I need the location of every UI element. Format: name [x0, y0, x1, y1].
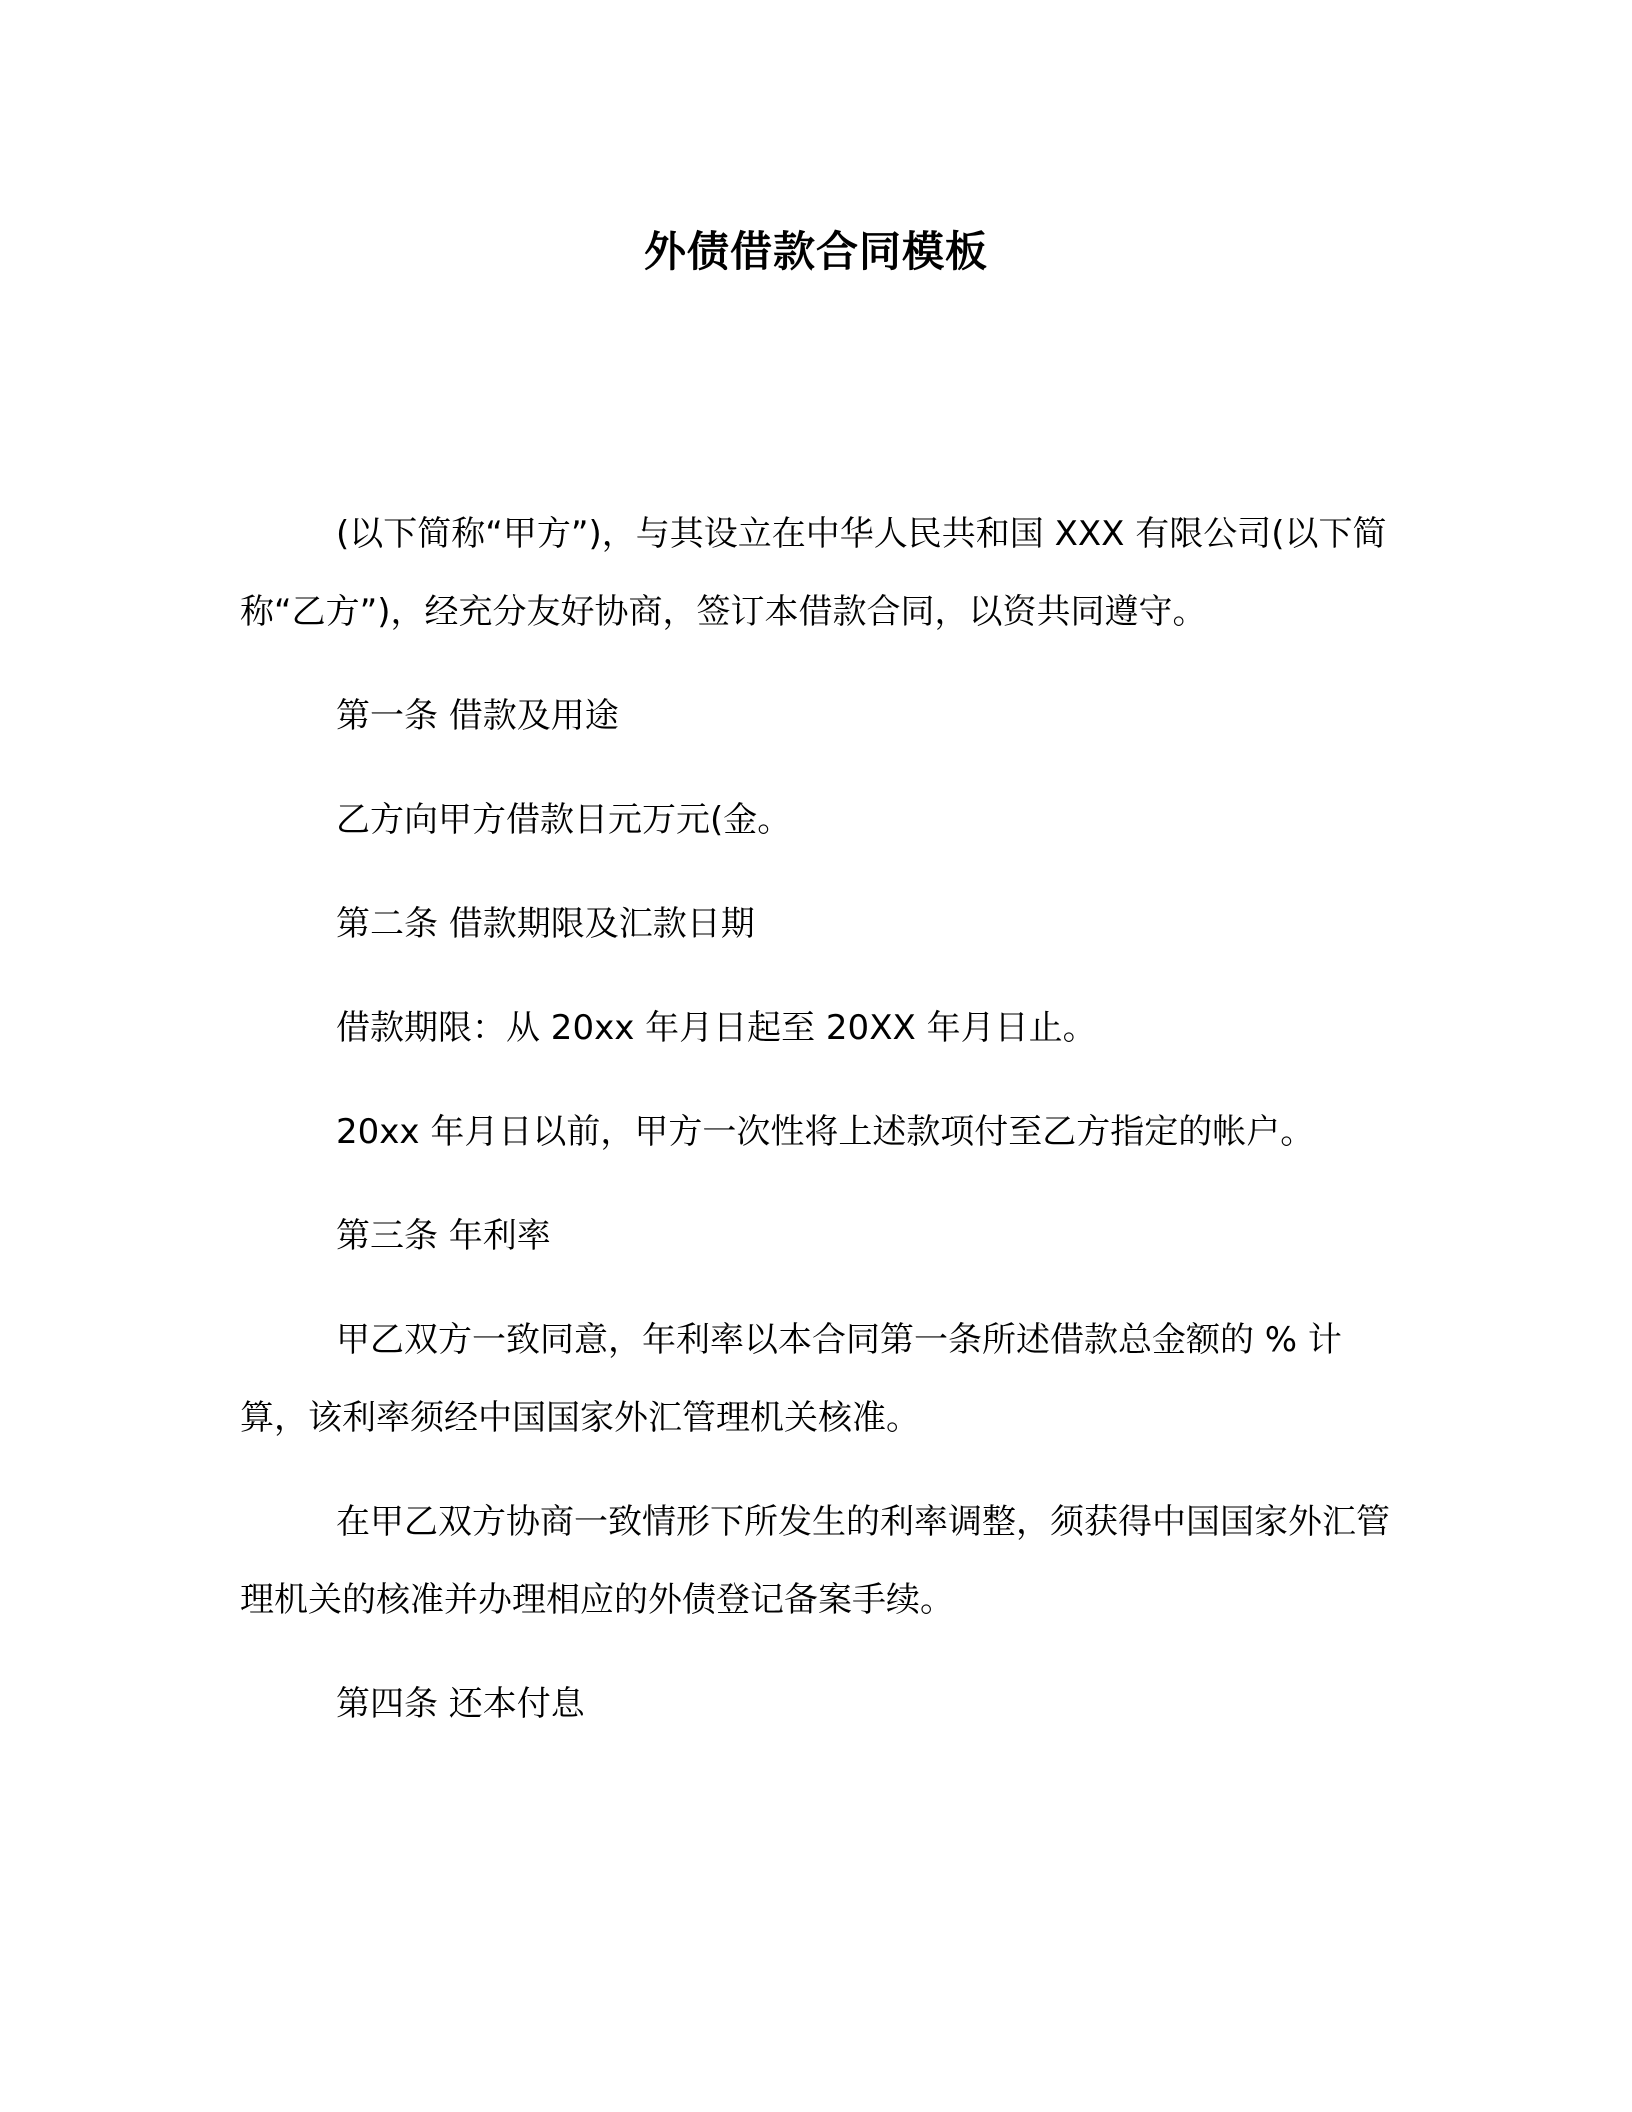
- article-3-heading: 第三条 年利率: [336, 1216, 551, 1256]
- document-body: [240, 495, 1390, 1743]
- article-3-adjustment: 在甲乙双方协商一致情形下所发生的利率调整，须获得中国国家外汇管理机关的核准并办理相应的外债登记备案手续。: [240, 1502, 1390, 1620]
- article-2-remittance: 20xx 年月日以前，甲方一次性将上述款项付至乙方指定的帐户。: [336, 1112, 1315, 1152]
- preamble-paragraph: (以下简称“甲方”)，与其设立在中华人民共和国 XXX 有限公司(以下简称“乙方”)，经充分友好协商，签订本借款合同，以资共同遵守。: [240, 514, 1387, 632]
- article-2-heading: 第二条 借款期限及汇款日期: [336, 904, 755, 944]
- document-title: 外债借款合同模板: [643, 227, 988, 276]
- article-4-heading: 第四条 还本付息: [336, 1684, 585, 1724]
- article-1-heading: 第一条 借款及用途: [336, 696, 619, 736]
- article-2-term: 借款期限：从 20xx 年月日起至 20XX 年月日止。: [336, 1008, 1097, 1048]
- article-1-text: 乙方向甲方借款日元万元(金。: [336, 800, 792, 840]
- article-3-rate: 甲乙双方一致同意，年利率以本合同第一条所述借款总金额的 % 计算，该利率须经中国国家外汇管理机关核准。: [240, 1320, 1342, 1438]
